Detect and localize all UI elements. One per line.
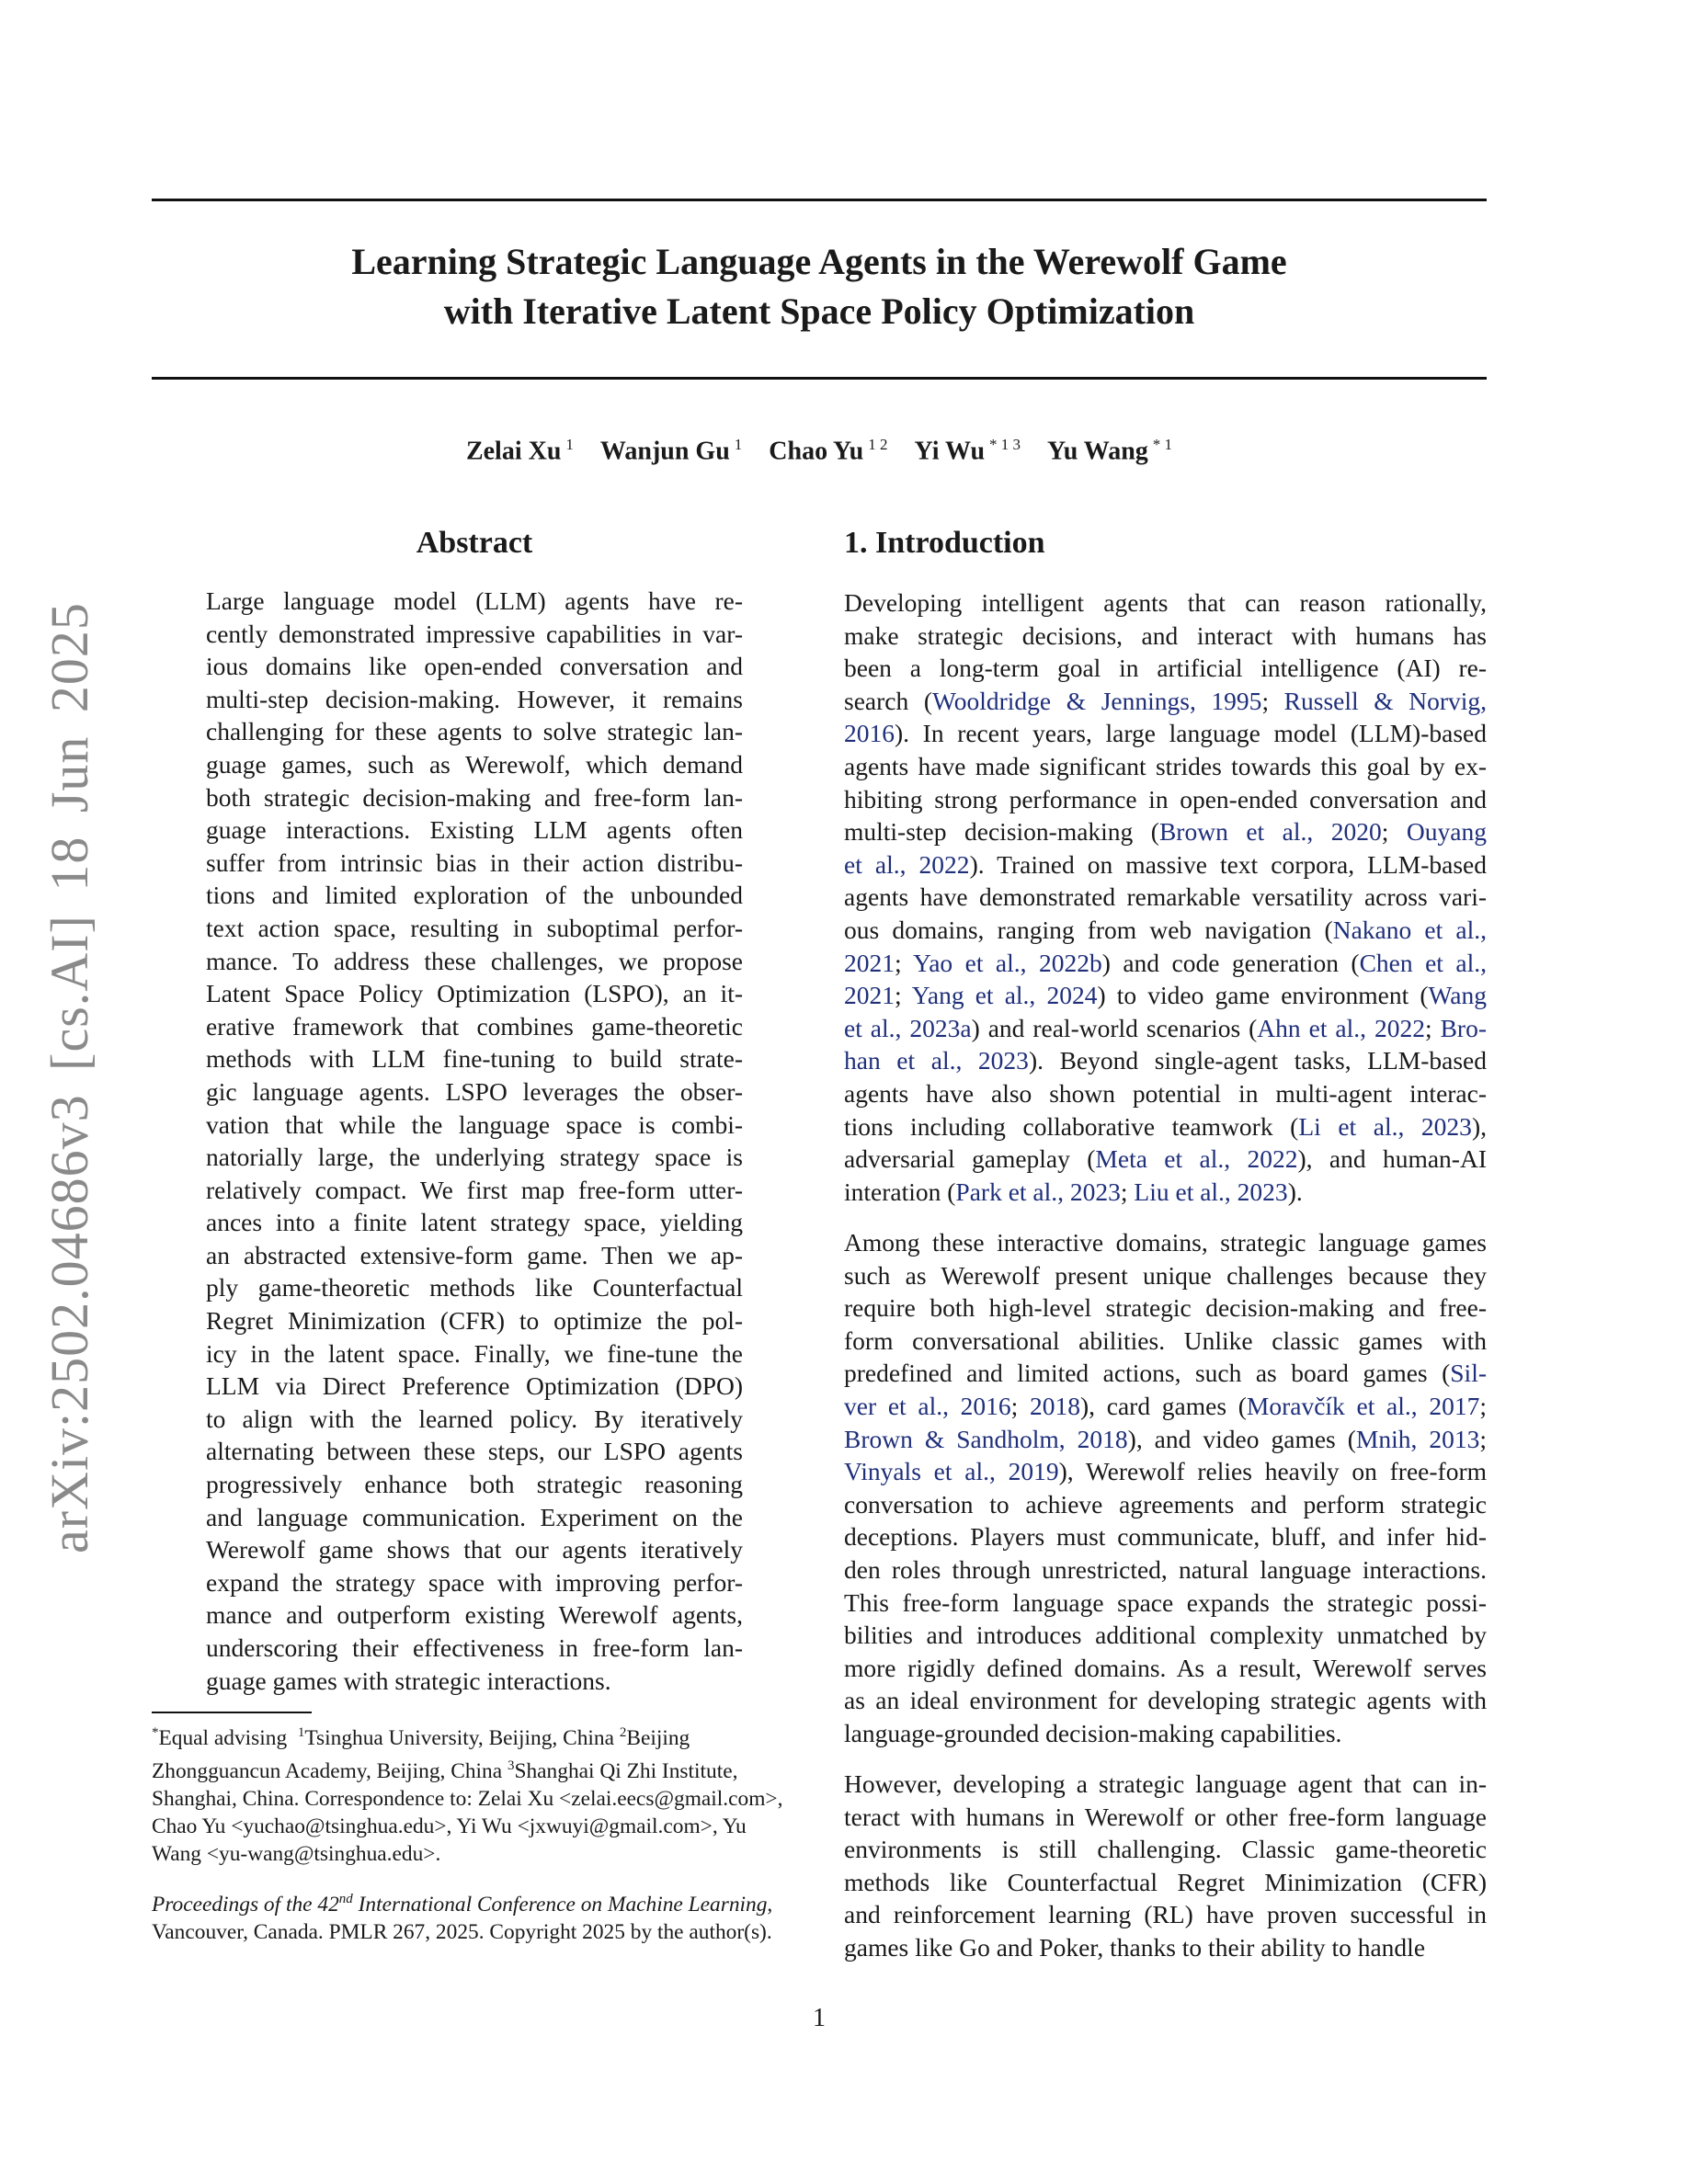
author-name: Wanjun Gu	[599, 437, 730, 466]
text-run: and reinforcement learning (RL) have proven successful in	[844, 1900, 1487, 1929]
proceedings-prefix: Proceedings of the	[152, 1892, 313, 1917]
text-line	[844, 1291, 1487, 1325]
text-line: Werewolf game shows that our agents iteratively	[206, 1535, 743, 1564]
text-line	[844, 1866, 1487, 1899]
text-line: mance and outperform existing Werewolf agents,	[206, 1600, 743, 1630]
text-line: LLM via Direct Preference Optimization (DPO)	[206, 1371, 743, 1401]
text-line: vation that while the language space is combi-	[206, 1109, 743, 1139]
text-line	[844, 1176, 1487, 1209]
text-run: ) and real-world scenarios (	[971, 1013, 1258, 1042]
text-run: conversation to achieve agreements and perform strategic	[844, 1489, 1487, 1519]
text-line	[844, 1717, 1487, 1750]
text-line: Large language model (LLM) agents have re-	[206, 586, 743, 615]
conference-ordinal	[317, 1893, 352, 1917]
citation-link[interactable]: Park et al., 2023	[955, 1177, 1121, 1206]
text-line	[844, 1077, 1487, 1110]
text-line: tions and limited exploration of the unbounded	[206, 881, 743, 910]
text-run: language-grounded decision-making capabilities.	[844, 1718, 1342, 1747]
citation-link[interactable]: 2016	[844, 719, 895, 748]
citation-link[interactable]: Brown & Sandholm, 2018	[844, 1424, 1128, 1453]
citation-link[interactable]: Yao et al., 2022b	[913, 948, 1102, 977]
text-line: expand the strategy space with improving perfor-	[206, 1567, 743, 1597]
text-run: ) to video game environment (	[1097, 981, 1429, 1010]
text-run: make strategic decisions, and interact with humans has	[844, 620, 1487, 650]
text-line: alternating between these steps, our LSPO agents	[206, 1437, 743, 1466]
text-run: den roles through unrestricted, natural language interactions.	[844, 1554, 1487, 1584]
text-run: ) and code generation (	[1101, 948, 1360, 977]
text-line: an abstracted extensive-form game. Then we ap-	[206, 1240, 743, 1269]
text-run: ;	[1010, 1391, 1031, 1420]
text-line	[844, 1520, 1487, 1553]
text-line	[844, 1143, 1487, 1176]
text-run: ;	[1479, 1424, 1488, 1453]
text-line	[844, 1357, 1487, 1390]
text-run: environments is still challenging. Classic game-theoretic	[844, 1835, 1487, 1864]
citation-link[interactable]: Yang et al., 2024	[911, 981, 1098, 1010]
text-run: agents have also shown potential in multi-agent interac-	[844, 1078, 1487, 1108]
citation-link[interactable]: Nakano et al.,	[1332, 915, 1487, 944]
text-line	[844, 947, 1487, 980]
affiliation-2-mark: 2	[619, 1725, 627, 1740]
page-number: 1	[813, 2004, 826, 2032]
text-line	[844, 685, 1487, 718]
arxiv-identifier-stamp: arXiv:2502.04686v3 [cs.AI] 18 Jun 2025	[40, 602, 99, 1553]
text-line: underscoring their effectiveness in free-form lan-	[206, 1633, 743, 1662]
author-zelai-xu	[466, 436, 574, 466]
text-run: tions including collaborative teamwork (	[844, 1111, 1299, 1141]
text-line: ply game-theoretic methods like Counterfactual	[206, 1273, 743, 1302]
text-run: ;	[895, 981, 912, 1010]
text-line	[844, 750, 1487, 783]
paper-title	[152, 237, 1487, 336]
text-run: ), and human-AI	[1297, 1144, 1487, 1174]
text-run: more rigidly defined domains. As a result, Werewolf serves	[844, 1653, 1487, 1682]
text-line: Latent Space Policy Optimization (LSPO), an it-	[206, 979, 743, 1008]
text-run: games like Go and Poker, thanks to their ability to handle	[844, 1932, 1426, 1962]
text-line	[844, 783, 1487, 816]
text-line	[844, 620, 1487, 653]
text-run: ;	[1381, 817, 1407, 847]
author-affiliation: * 1	[1152, 436, 1173, 453]
text-run: interation (	[844, 1177, 956, 1206]
text-line: text action space, resulting in suboptimal perfor-	[206, 913, 743, 942]
text-line	[844, 979, 1487, 1012]
citation-link[interactable]: Brown et al., 2020	[1158, 817, 1382, 847]
text-line	[844, 717, 1487, 750]
text-line	[844, 1652, 1487, 1685]
author-chao-yu	[769, 436, 887, 466]
text-run: ),	[1471, 1111, 1487, 1141]
text-run: form conversational abilities. Unlike classic games with	[844, 1325, 1487, 1355]
author-list	[152, 436, 1487, 466]
text-line	[844, 1801, 1487, 1834]
text-run: ).	[1287, 1177, 1303, 1206]
proceedings-details: , Vancouver, Canada. PMLR 267, 2025. Copyright 2025 by the author(s).	[152, 1892, 773, 1944]
text-run: hibiting strong performance in open-ended conversation and	[844, 784, 1487, 813]
author-affiliation: * 1 3	[989, 436, 1021, 453]
citation-link[interactable]: Ouyang	[1406, 817, 1487, 847]
text-run: ), Werewolf relies heavily on free-form	[1058, 1457, 1487, 1486]
conference-ordinal-suffix: nd	[338, 1892, 353, 1906]
text-line: icy in the latent space. Finally, we fine-tune the	[206, 1338, 743, 1368]
text-line: multi-step decision-making. However, it remains	[206, 684, 743, 713]
text-run: ). In recent years, large language model (LLM)-based	[895, 719, 1487, 748]
text-run: multi-step decision-making (	[844, 817, 1159, 847]
text-run: Among these interactive domains, strategic language games	[844, 1228, 1487, 1257]
citation-link[interactable]: et al., 2023a	[844, 1013, 972, 1042]
text-run: agents have made significant strides towards this goal by ex-	[844, 751, 1487, 780]
introduction-paragraph-2	[844, 1226, 1487, 1750]
text-line	[844, 1619, 1487, 1652]
text-run: ;	[1261, 686, 1284, 715]
text-line: Regret Minimization (CFR) to optimize the pol-	[206, 1306, 743, 1336]
affiliation-3-mark: 3	[507, 1757, 515, 1773]
text-line	[844, 1455, 1487, 1488]
text-line	[844, 1684, 1487, 1717]
affiliation-3: Shanghai Qi Zhi Institute, Shanghai, China.	[152, 1758, 738, 1811]
text-run: deceptions. Players must communicate, bluff, and infer hid-	[844, 1522, 1487, 1552]
text-line	[844, 1553, 1487, 1587]
author-wanjun-gu	[600, 436, 742, 466]
text-line: cently demonstrated impressive capabilities in var-	[206, 619, 743, 648]
correspondence-note: Correspondence to: Zelai Xu <zelai.eecs@gmail.com>, Chao Yu <yuchao@tsinghua.edu>, Yi Wu <jxwuyi@gmail.com>, Yu Wang <yu-wang@tsinghua.edu>.	[152, 1786, 783, 1866]
text-line: natorially large, the underlying strategy space is	[206, 1143, 743, 1172]
text-run: ), and video games (	[1127, 1424, 1356, 1453]
author-affiliation: 1	[734, 436, 743, 453]
text-line: both strategic decision-making and free-form lan-	[206, 782, 743, 812]
affiliation-1: Tsinghua University, Beijing, China	[304, 1725, 615, 1750]
text-line: ances into a finite latent strategy space, yielding	[206, 1208, 743, 1237]
equal-advising-note: Equal advising	[158, 1725, 288, 1750]
citation-link[interactable]: Ahn et al., 2022	[1257, 1013, 1425, 1042]
text-line	[844, 815, 1487, 848]
equal-advising-mark: *	[152, 1725, 159, 1740]
title-top-rule	[152, 199, 1487, 201]
citation-link[interactable]: 2021	[844, 948, 895, 977]
citation-link[interactable]: han et al., 2023	[844, 1046, 1029, 1075]
text-run: ;	[1120, 1177, 1135, 1206]
author-name: Chao Yu	[769, 437, 864, 466]
text-line	[844, 1012, 1487, 1045]
text-line: mance. To address these challenges, we propose	[206, 946, 743, 975]
text-run: such as Werewolf present unique challenges because they	[844, 1260, 1487, 1290]
text-line	[844, 1044, 1487, 1077]
text-run: adversarial gameplay (	[844, 1144, 1096, 1174]
text-run: teract with humans in Werewolf or other free-form language	[844, 1802, 1487, 1831]
text-line: guage games with strategic interactions.	[206, 1666, 611, 1695]
text-line: and language communication. Experiment on the	[206, 1502, 743, 1531]
introduction-paragraph-1	[844, 586, 1487, 1208]
introduction-paragraph-3	[844, 1768, 1487, 1964]
text-run: predefined and limited actions, such as board games (	[844, 1359, 1451, 1388]
citation-link[interactable]: et al., 2022	[844, 849, 970, 879]
text-line: gic language agents. LSPO leverages the obser-	[206, 1076, 743, 1106]
text-line: guage games, such as Werewolf, which demand	[206, 749, 743, 779]
author-name: Yu Wang	[1047, 437, 1148, 466]
author-name: Zelai Xu	[465, 437, 562, 466]
text-run: bilities and introduces additional complexity unmatched by	[844, 1621, 1487, 1650]
citation-link[interactable]: Mnih, 2013	[1355, 1424, 1480, 1453]
text-run: ous domains, ranging from web navigation (	[844, 915, 1333, 944]
text-run: ), card games (	[1080, 1391, 1247, 1420]
text-run: require both high-level strategic decision-making and free-	[844, 1293, 1487, 1323]
text-line	[844, 1833, 1487, 1866]
text-run: been a long-term goal in artificial intelligence (AI) re-	[844, 654, 1487, 683]
text-run: Developing intelligent agents that can reason rationally,	[844, 588, 1487, 617]
text-line	[844, 1226, 1487, 1259]
text-line	[844, 652, 1487, 685]
citation-link[interactable]: ver et al., 2016	[844, 1391, 1011, 1420]
citation-link[interactable]: Wang	[1428, 981, 1487, 1010]
footnote-affiliations	[152, 1719, 795, 1868]
text-run: search (	[844, 686, 932, 715]
citation-link[interactable]: Meta et al., 2022	[1095, 1144, 1298, 1174]
abstract-body	[206, 585, 743, 1697]
text-line: guage interactions. Existing LLM agents often	[206, 815, 743, 845]
text-run: methods like Counterfactual Regret Minimization (CFR)	[844, 1867, 1487, 1896]
text-line	[844, 1488, 1487, 1521]
text-line	[844, 1259, 1487, 1292]
citation-link[interactable]: Liu et al., 2023	[1134, 1177, 1288, 1206]
text-line	[844, 881, 1487, 914]
text-line	[844, 848, 1487, 882]
text-run: ;	[895, 948, 914, 977]
introduction-heading: 1. Introduction	[844, 526, 1045, 560]
text-line: challenging for these agents to solve strategic lan-	[206, 717, 743, 746]
citation-link[interactable]: Chen et al.,	[1359, 948, 1487, 977]
text-line	[844, 1587, 1487, 1620]
citation-link[interactable]: 2018	[1030, 1391, 1081, 1420]
proceedings-note	[152, 1885, 795, 1946]
affiliation-2: Beijing Zhongguancun Academy, Beijing, China	[152, 1725, 690, 1783]
citation-link[interactable]: Bro-	[1440, 1013, 1488, 1042]
abstract-heading: Abstract	[416, 526, 533, 560]
text-run: ). Beyond single-agent tasks, LLM-based	[1028, 1046, 1487, 1075]
text-line	[844, 914, 1487, 947]
author-yi-wu	[915, 436, 1021, 466]
citation-link[interactable]: Sil-	[1450, 1359, 1487, 1388]
text-line	[844, 1325, 1487, 1358]
text-run: as an ideal environment for developing strategic agents with	[844, 1686, 1487, 1715]
text-line: relatively compact. We first map free-form utter-	[206, 1175, 743, 1204]
paper-title-line-1: Learning Strategic Language Agents in the Werewolf Game	[351, 241, 1287, 282]
citation-link[interactable]: 2021	[844, 981, 895, 1010]
citation-link[interactable]: Russell & Norvig,	[1283, 686, 1488, 715]
citation-link[interactable]: Vinyals et al., 2019	[844, 1457, 1059, 1486]
text-line: ious domains like open-ended conversation and	[206, 652, 743, 681]
text-run: ). Trained on massive text corpora, LLM-based	[969, 849, 1487, 879]
text-line	[844, 1768, 1487, 1801]
text-line: erative framework that combines game-theoretic	[206, 1011, 743, 1041]
title-bottom-rule	[152, 377, 1487, 380]
author-affiliation: 1	[565, 436, 574, 453]
text-run: ;	[1479, 1391, 1487, 1420]
citation-link[interactable]: Li et al., 2023	[1298, 1111, 1472, 1141]
text-line	[844, 1931, 1487, 1964]
footnote-rule	[152, 1712, 312, 1713]
text-line	[844, 1423, 1487, 1456]
text-run: However, developing a strategic language agent that can in-	[844, 1769, 1487, 1798]
affiliation-1-mark: 1	[297, 1725, 305, 1740]
text-line	[844, 1110, 1487, 1143]
citation-link[interactable]: Wooldridge & Jennings, 1995	[931, 686, 1262, 715]
author-affiliation: 1 2	[868, 436, 888, 453]
text-run: agents have demonstrated remarkable versatility across vari-	[844, 882, 1487, 912]
author-name: Yi Wu	[914, 437, 986, 466]
text-run: This free-form language space expands the strategic possi-	[844, 1587, 1487, 1617]
text-line	[844, 1898, 1487, 1931]
text-run: ;	[1424, 1013, 1441, 1042]
text-line: suffer from intrinsic bias in their action distribu-	[206, 847, 743, 877]
text-line: to align with the learned policy. By iteratively	[206, 1404, 743, 1433]
paper-title-line-2: with Iterative Latent Space Policy Optimization	[443, 290, 1195, 332]
author-yu-wang	[1047, 436, 1172, 466]
text-line	[844, 1390, 1487, 1423]
citation-link[interactable]: Moravčík et al., 2017	[1246, 1391, 1480, 1420]
conference-ordinal-number: 42	[317, 1892, 339, 1917]
text-line: methods with LLM fine-tuning to build strate-	[206, 1044, 743, 1074]
text-line: progressively enhance both strategic reasoning	[206, 1470, 743, 1499]
text-line	[844, 586, 1487, 620]
conference-venue: International Conference on Machine Learning	[358, 1892, 768, 1917]
